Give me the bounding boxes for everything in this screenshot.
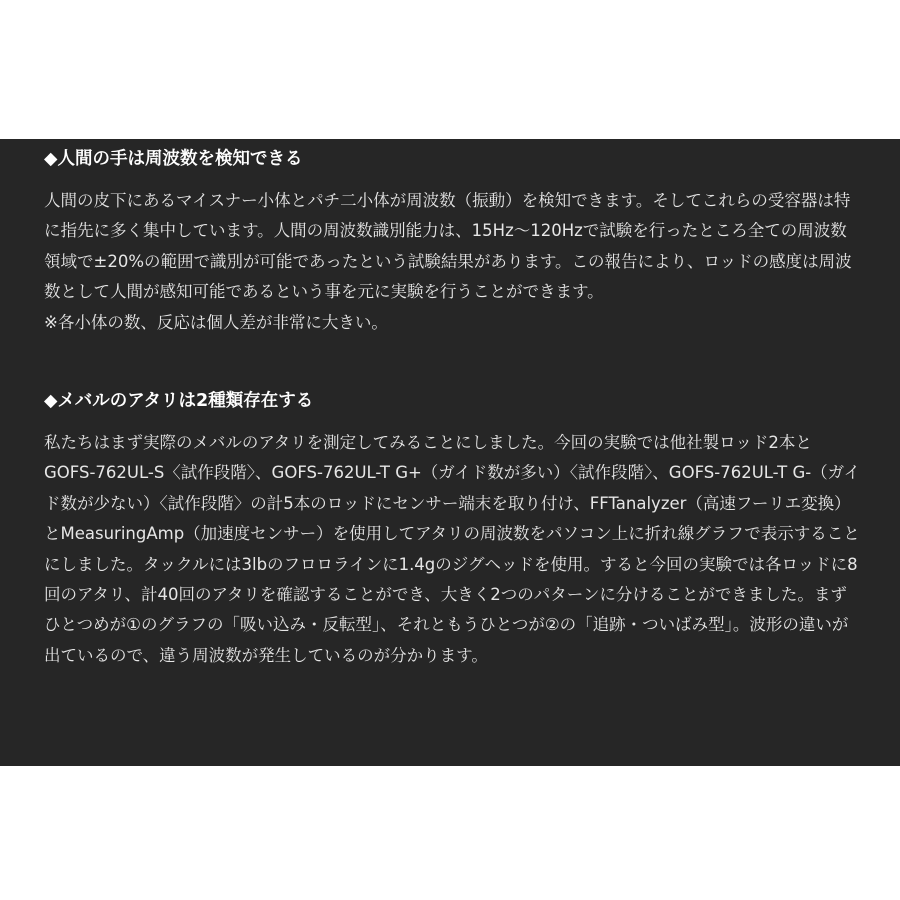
section-heading: ◆メバルのアタリは2種類存在する xyxy=(44,391,314,412)
section-heading: ◆人間の手は周波数を検知できる xyxy=(44,149,303,169)
section-body: 私たちはまず実際のメバルのアタリを測定してみることにしました。今回の実験では他社製ロッド2本とGOFS-762UL-S〈試作段階〉、GOFS-762UL-T G+（ガイド数が多い）〈試作段階〉、GOFS-762UL-T G-（ガイド数が少ない）〈試作段階〉の計5本のロッドにセンサー端末を取り付け、FFTanalyzer（高速フーリエ変換）とMeasuringAmp（加速度センサー）を使用してアタリの周波数をパソコン上に折れ線グラフで表示することにしました。タックルには3lbのフロロラインに1.4gのジグヘッドを使用。すると今回の実験では各ロッドに8回のアタリ、計40回のアタリを確認することができ、大きく2つのパターンに分けることができました。まずひとつめが①のグラフの「吸い込み・反転型」、それともうひとつが②の「追跡・ついばみ型」。波形の違いが出ているので、違う周波数が発生しているのが分かります。 xyxy=(44,433,861,665)
section-hand-frequency xyxy=(44,146,862,338)
section-body: 人間の皮下にあるマイスナー小体とパチ二小体が周波数（振動）を検知できます。そしてこれらの受容器は特に指先に多く集中しています。人間の周波数識別能力は、15Hz〜120Hzで試験を行ったところ全ての周波数領域で±20%の範囲で識別が可能であったという試験結果があります。この報告により、ロッドの感度は周波数として人間が感知可能であるという事を元に実験を行うことができます。 xyxy=(44,191,852,302)
content-panel xyxy=(0,139,900,766)
section-bite-types xyxy=(44,388,862,671)
section-note: ※各小体の数、反応は個人差が非常に大きい。 xyxy=(44,312,388,332)
